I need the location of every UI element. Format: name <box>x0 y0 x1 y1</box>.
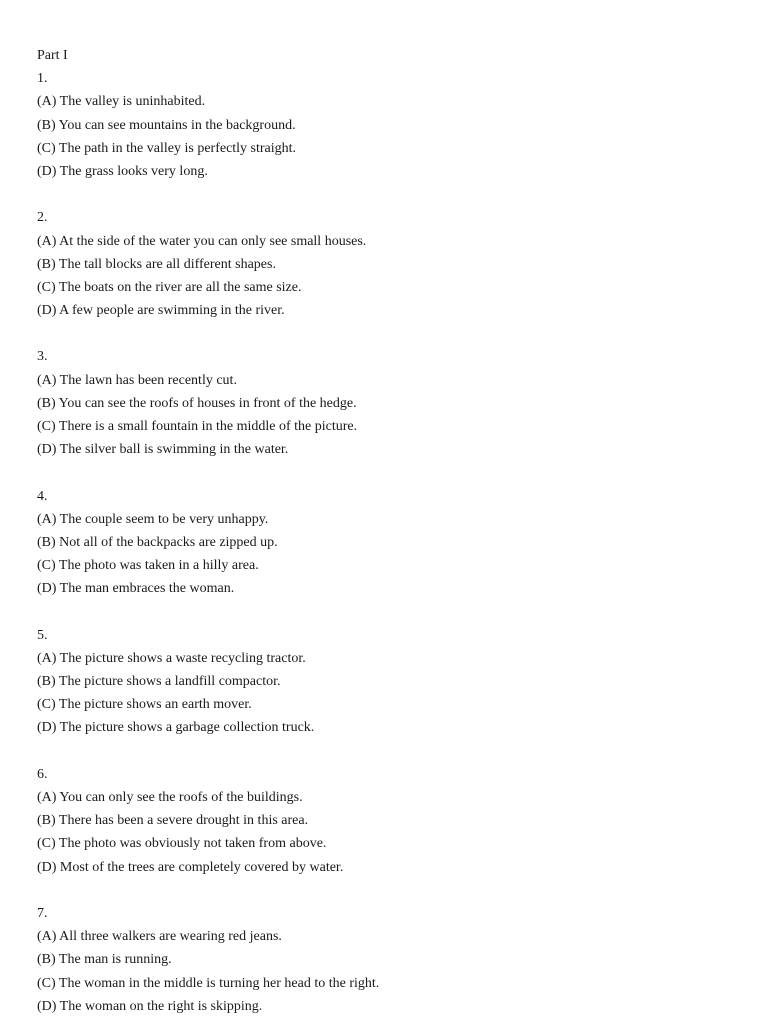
answer-option: (B) The picture shows a landfill compactor. <box>37 674 281 690</box>
answer-option: (D) The picture shows a garbage collection truck. <box>37 720 315 736</box>
answer-option: (D) The man embraces the woman. <box>37 581 235 597</box>
answer-option: (C) The path in the valley is perfectly straight. <box>37 140 297 156</box>
blank-line <box>37 601 737 624</box>
blank-line <box>37 183 737 206</box>
answer-option: (B) The tall blocks are all different shapes. <box>37 256 276 272</box>
question-block <box>37 763 737 879</box>
question-block <box>37 485 737 601</box>
answer-option: (D) The grass looks very long. <box>37 163 208 179</box>
answer-option: (D) A few people are swimming in the river. <box>37 303 285 319</box>
answer-option: (C) There is a small fountain in the middle of the picture. <box>37 419 358 434</box>
answer-option: (D) The silver ball is swimming in the water. <box>37 442 289 458</box>
question-number: 6. <box>37 766 48 782</box>
question-number: 1. <box>37 71 48 87</box>
answer-option: (B) Not all of the backpacks are zipped up. <box>37 534 278 550</box>
question-number: 2. <box>37 210 48 226</box>
question-block <box>37 206 737 322</box>
answer-option: (A) The valley is uninhabited. <box>37 94 206 110</box>
part-title: Part I <box>37 48 68 63</box>
question-number: 3. <box>37 349 48 365</box>
answer-option: (C) The boats on the river are all the same size. <box>37 279 302 295</box>
answer-option: (C) The woman in the middle is turning her head to the right. <box>37 975 380 991</box>
answer-option: (A) You can only see the roofs of the buildings. <box>37 790 303 805</box>
question-block <box>37 67 737 183</box>
answer-option: (A) At the side of the water you can only see small houses. <box>37 233 367 249</box>
answer-option: (D) Most of the trees are completely covered by water. <box>37 859 344 875</box>
answer-option: (C) The photo was taken in a hilly area. <box>37 558 259 574</box>
answer-option: (A) The couple seem to be very unhappy. <box>37 511 269 527</box>
blank-line <box>37 879 737 902</box>
answer-option: (B) You can see the roofs of houses in front of the hedge. <box>37 395 357 411</box>
document-page <box>37 44 737 1018</box>
question-block <box>37 902 737 1018</box>
blank-line <box>37 322 737 345</box>
answer-option: (B) There has been a severe drought in this area. <box>37 813 309 829</box>
question-block <box>37 624 737 740</box>
question-block <box>37 345 737 461</box>
answer-option: (D) The woman on the right is skipping. <box>37 998 263 1014</box>
answer-option: (C) The photo was obviously not taken from above. <box>37 836 327 852</box>
question-number: 4. <box>37 488 48 504</box>
question-number: 7. <box>37 905 48 921</box>
answer-option: (B) You can see mountains in the background. <box>37 117 296 133</box>
answer-option: (A) All three walkers are wearing red jeans. <box>37 929 282 945</box>
answer-option: (C) The picture shows an earth mover. <box>37 697 252 713</box>
answer-option: (A) The lawn has been recently cut. <box>37 372 237 388</box>
answer-option: (A) The picture shows a waste recycling tractor. <box>37 650 306 666</box>
answer-option: (B) The man is running. <box>37 952 172 968</box>
question-number: 5. <box>37 627 48 643</box>
blank-line <box>37 461 737 484</box>
blank-line <box>37 740 737 763</box>
